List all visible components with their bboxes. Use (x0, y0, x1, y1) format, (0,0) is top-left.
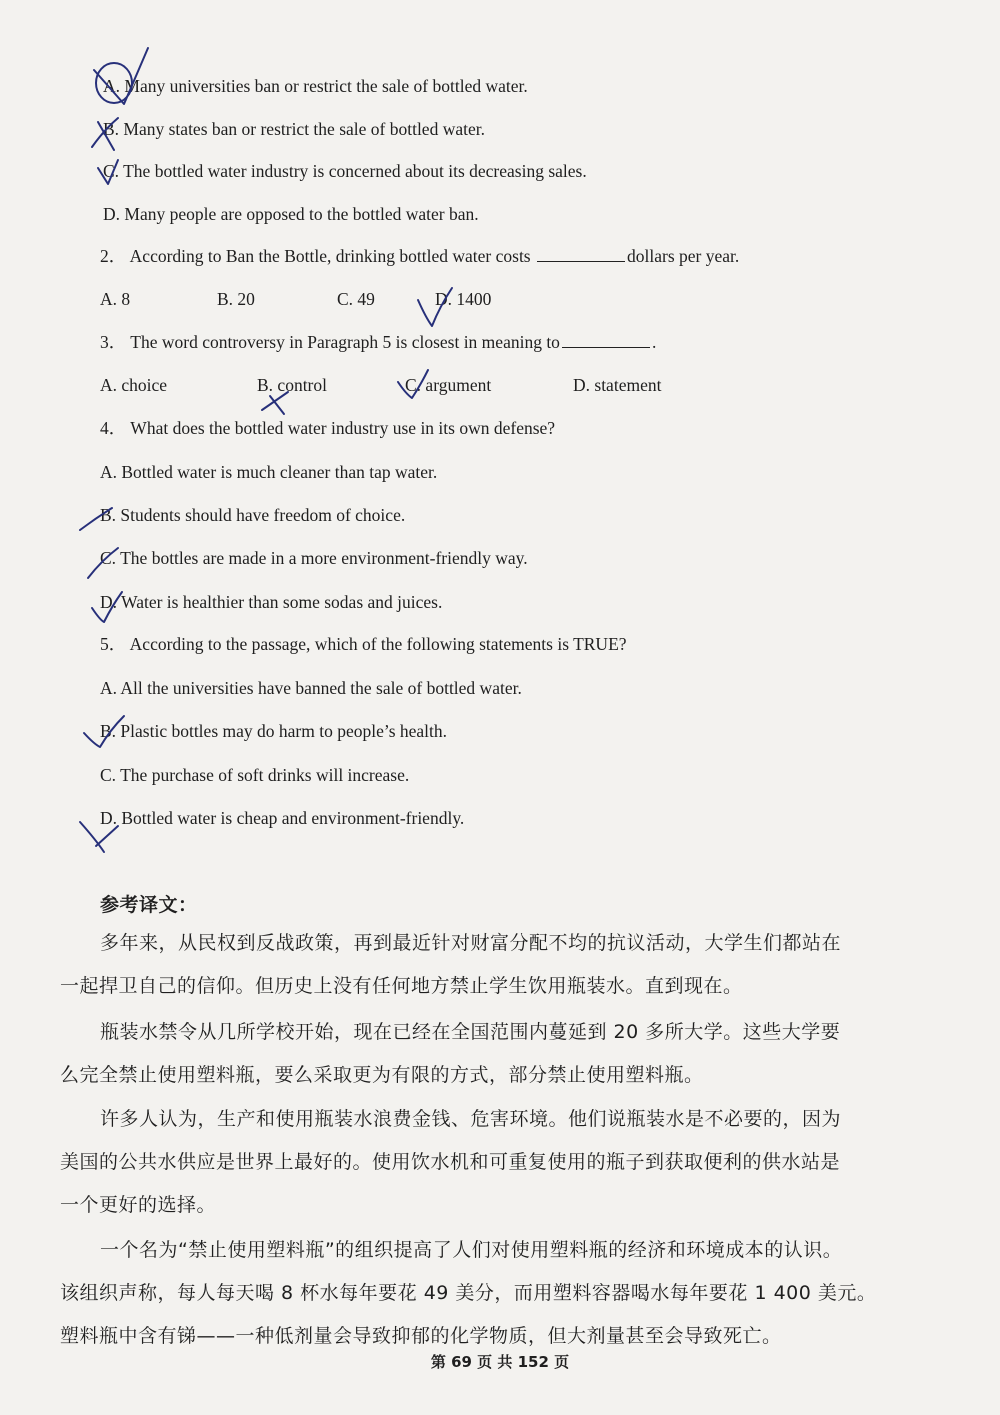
q5-option-a: A. All the universities have banned the sale of bottled water. (100, 678, 522, 698)
translation-heading: 参考译文： (100, 894, 198, 916)
q2-option-b: B. 20 (217, 289, 255, 309)
q3-option-c: C. argument (405, 375, 492, 395)
q3-stem-text: 3． The word controversy in Paragraph 5 is closest in meaning to (100, 332, 560, 352)
q5-option-b: B. Plastic bottles may do harm to people’s health. (100, 721, 448, 741)
translation-line: 一个名为“禁止使用塑料瓶”的组织提高了人们对使用塑料瓶的经济和环境成本的认识。 (100, 1239, 843, 1261)
q3-answer-blank (562, 335, 650, 348)
q5-option-c: C. The purchase of soft drinks will increase. (100, 765, 410, 785)
q3-stem-end: . (651, 332, 657, 352)
translation-line: 塑料瓶中含有锑——一种低剂量会导致抑郁的化学物质，但大剂量甚至会导致死亡。 (60, 1325, 782, 1347)
q2-option-d: D. 1400 (435, 289, 492, 309)
q4-stem: 4． What does the bottled water industry use in its own defense? (100, 418, 556, 438)
q1-option-b: B. Many states ban or restrict the sale of bottled water. (103, 119, 485, 139)
q1-option-d: D. Many people are opposed to the bottled water ban. (103, 204, 479, 224)
translation-line: 许多人认为，生产和使用瓶装水浪费金钱、危害环境。他们说瓶装水是不必要的，因为 (100, 1108, 842, 1130)
q2-option-c: C. 49 (337, 289, 375, 309)
translation-line: 瓶装水禁令从几所学校开始，现在已经在全国范围内蔓延到 20 多所大学。这些大学要 (100, 1021, 841, 1043)
q2-answer-blank (537, 249, 625, 262)
q2-stem (100, 248, 739, 266)
q4-option-d: D. Water is healthier than some sodas and juices. (100, 592, 443, 612)
translation-line: 美国的公共水供应是世界上最好的。使用饮水机和可重复使用的瓶子到获取便利的供水站是 (60, 1151, 841, 1173)
q3-b-cross-mark (262, 392, 288, 414)
translation-line: 一起捍卫自己的信仰。但历史上没有任何地方禁止学生饮用瓶装水。直到现在。 (60, 975, 743, 997)
q2-stem-after: dollars per year. (627, 246, 740, 266)
q4-option-b: B. Students should have freedom of choice. (100, 505, 406, 525)
q2-option-a: A. 8 (100, 289, 131, 309)
q4-option-c: C. The bottles are made in a more environment-friendly way. (100, 548, 528, 568)
translation-line: 么完全禁止使用塑料瓶，要么采取更为有限的方式，部分禁止使用塑料瓶。 (60, 1064, 704, 1086)
translation-line: 该组织声称，每人每天喝 8 杯水每年要花 49 美分，而用塑料容器喝水每年要花 1 400 美元。 (60, 1282, 877, 1304)
q3-option-d: D. statement (573, 375, 662, 395)
q3-option-a: A. choice (100, 375, 168, 395)
translation-line: 一个更好的选择。 (60, 1194, 217, 1216)
q4-option-a: A. Bottled water is much cleaner than tap water. (100, 462, 438, 482)
q5-option-d: D. Bottled water is cheap and environment-friendly. (100, 808, 465, 828)
q5-stem: 5． According to the passage, which of the following statements is TRUE? (100, 634, 627, 654)
page-number-footer: 第 69 页 共 152 页 (430, 1353, 570, 1371)
q3-stem (100, 334, 656, 352)
q1-option-a: A. Many universities ban or restrict the sale of bottled water. (103, 76, 528, 96)
q1-option-c: C. The bottled water industry is concerned about its decreasing sales. (103, 161, 587, 181)
q3-option-b: B. control (257, 375, 327, 395)
q2-stem-before: 2． According to Ban the Bottle, drinking bottled water costs (100, 246, 531, 266)
translation-line: 多年来，从民权到反战政策，再到最近针对财富分配不均的抗议活动，大学生们都站在 (100, 932, 842, 954)
